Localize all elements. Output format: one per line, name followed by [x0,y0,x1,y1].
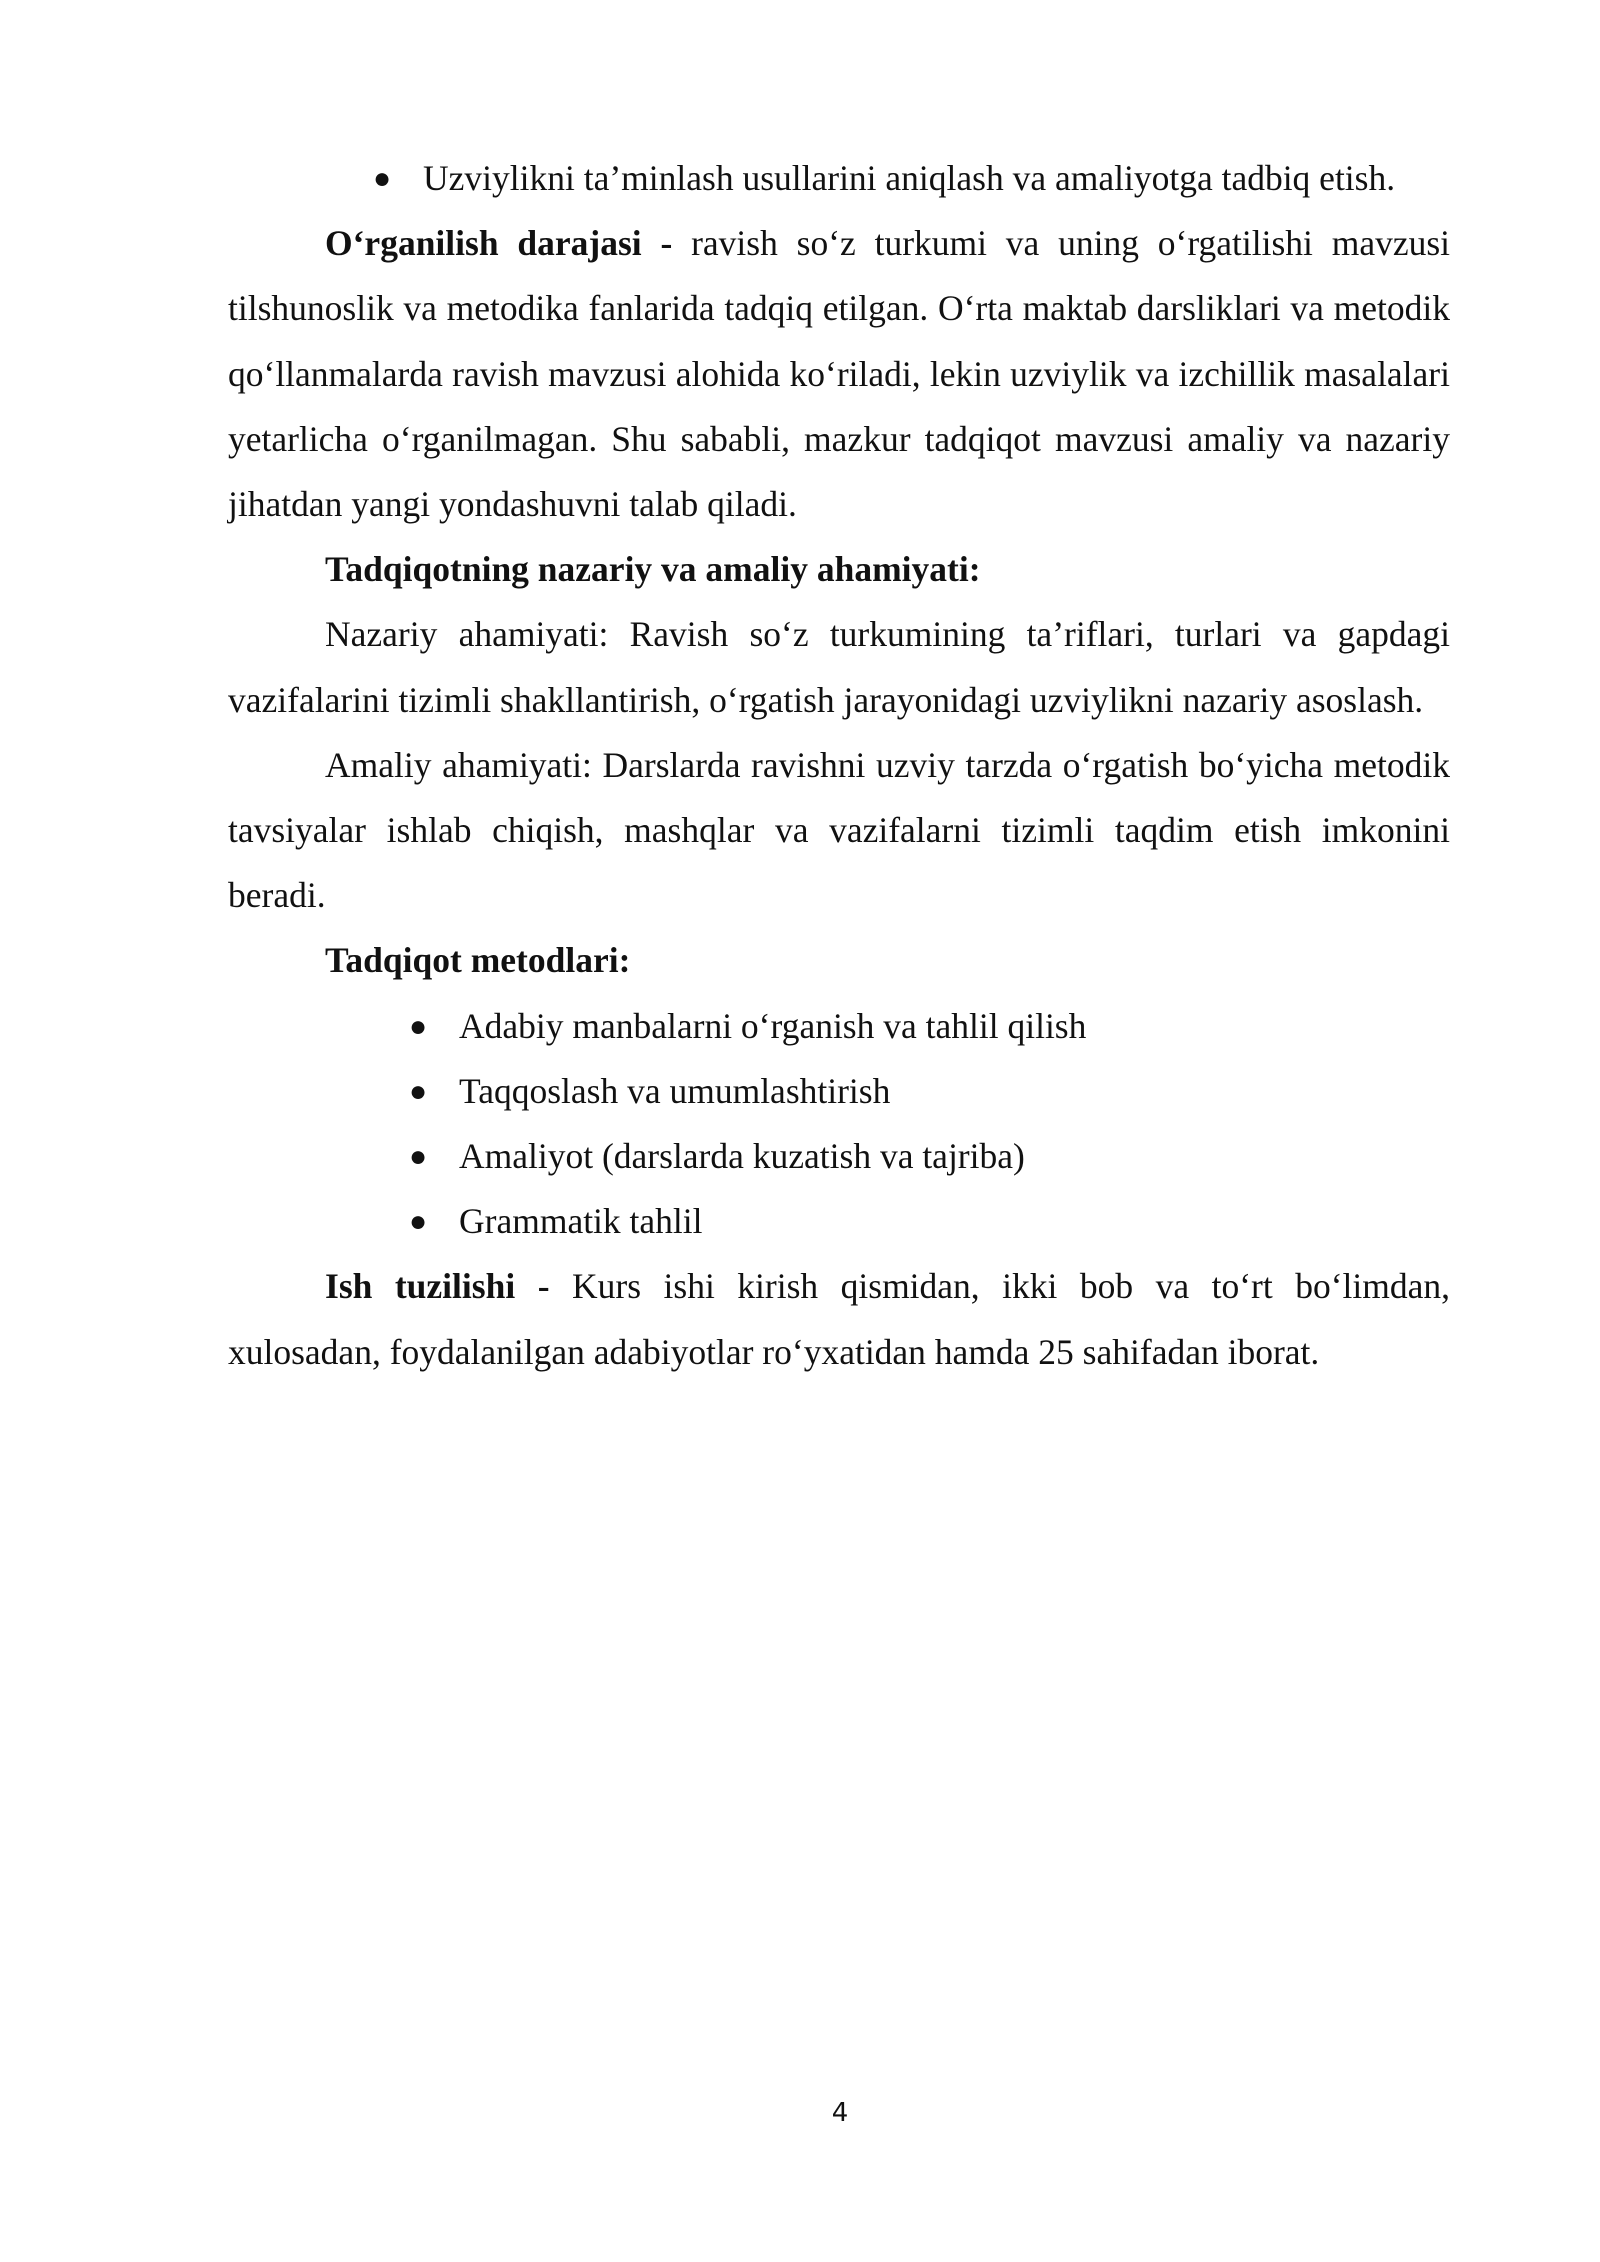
organilish-paragraph [228,211,1450,537]
nazariy-paragraph: Nazariy ahamiyati: Ravish so‘z turkumining ta’riflari, turlari va gapdagi vazifalarini tizimli shakllantirish, o‘rgatish jarayonidagi uzviylikni nazariy asoslash. [228,614,1450,720]
amaliy-paragraph: Amaliy ahamiyati: Darslarda ravishni uzviy tarzda o‘rgatish bo‘yicha metodik tavsiyalar ishlab chiqish, mashqlar va vazifalarni tizimli taqdim etish imkonini beradi. [228,744,1450,916]
organilish-label: O‘rganilish darajasi [325,223,642,264]
document-page [228,146,1450,1385]
bullet-icon: ● [373,162,392,195]
list-item-text: Taqqoslash va umumlashtirish [459,1070,891,1111]
methods-heading: Tadqiqot metodlari: [325,940,631,981]
organilish-text: ravish so‘z turkumi va uning o‘rgatilishi mavzusi tilshunoslik va metodika fanlarida tadqiq etilgan. O‘rta maktab darsliklari va metodik qo‘llanmalarda ravish mavzusi alohida ko‘riladi, lekin uzviylik va izchillik masalalari yetarlicha o‘rganilmagan. Shu sababli, mazkur tadqiqot mavzusi amaliy va nazariy jihatdan yangi yondashuvni talab qiladi. [228,223,1451,525]
objectives-list [228,146,1450,211]
list-item [228,1189,1450,1254]
list-item-text: Adabiy manbalarni o‘rganish va tahlil qilish [459,1005,1087,1046]
list-item-text: Grammatik tahlil [459,1201,703,1242]
tuzilishi-label: Ish tuzilishi [325,1266,516,1307]
list-item [228,1059,1450,1124]
list-item [228,994,1450,1059]
page-number: 4 [831,2098,849,2128]
list-item-text: Uzviylikni ta’minlash usullarini aniqlash va amaliyotga tadbiq etish. [423,158,1396,198]
organilish-separator: - [641,223,692,264]
tuzilishi-paragraph [228,1254,1450,1384]
tuzilishi-separator: - [515,1266,572,1307]
bullet-icon: ● [409,1205,428,1239]
list-item [228,146,1450,211]
list-item [228,1124,1450,1189]
bullet-icon: ● [409,1009,428,1043]
bullet-icon: ● [409,1074,428,1108]
methods-list [228,994,1450,1255]
ahamiyat-heading: Tadqiqotning nazariy va amaliy ahamiyati: [325,549,981,590]
tuzilishi-text: Kurs ishi kirish qismidan, ikki bob va to‘rt bo‘limdan, xulosadan, foydalanilgan adabiyotlar ro‘yxatidan hamda 25 sahifadan iborat. [228,1266,1450,1372]
list-item-text: Amaliyot (darslarda kuzatish va tajriba) [459,1136,1025,1177]
bullet-icon: ● [409,1140,428,1174]
